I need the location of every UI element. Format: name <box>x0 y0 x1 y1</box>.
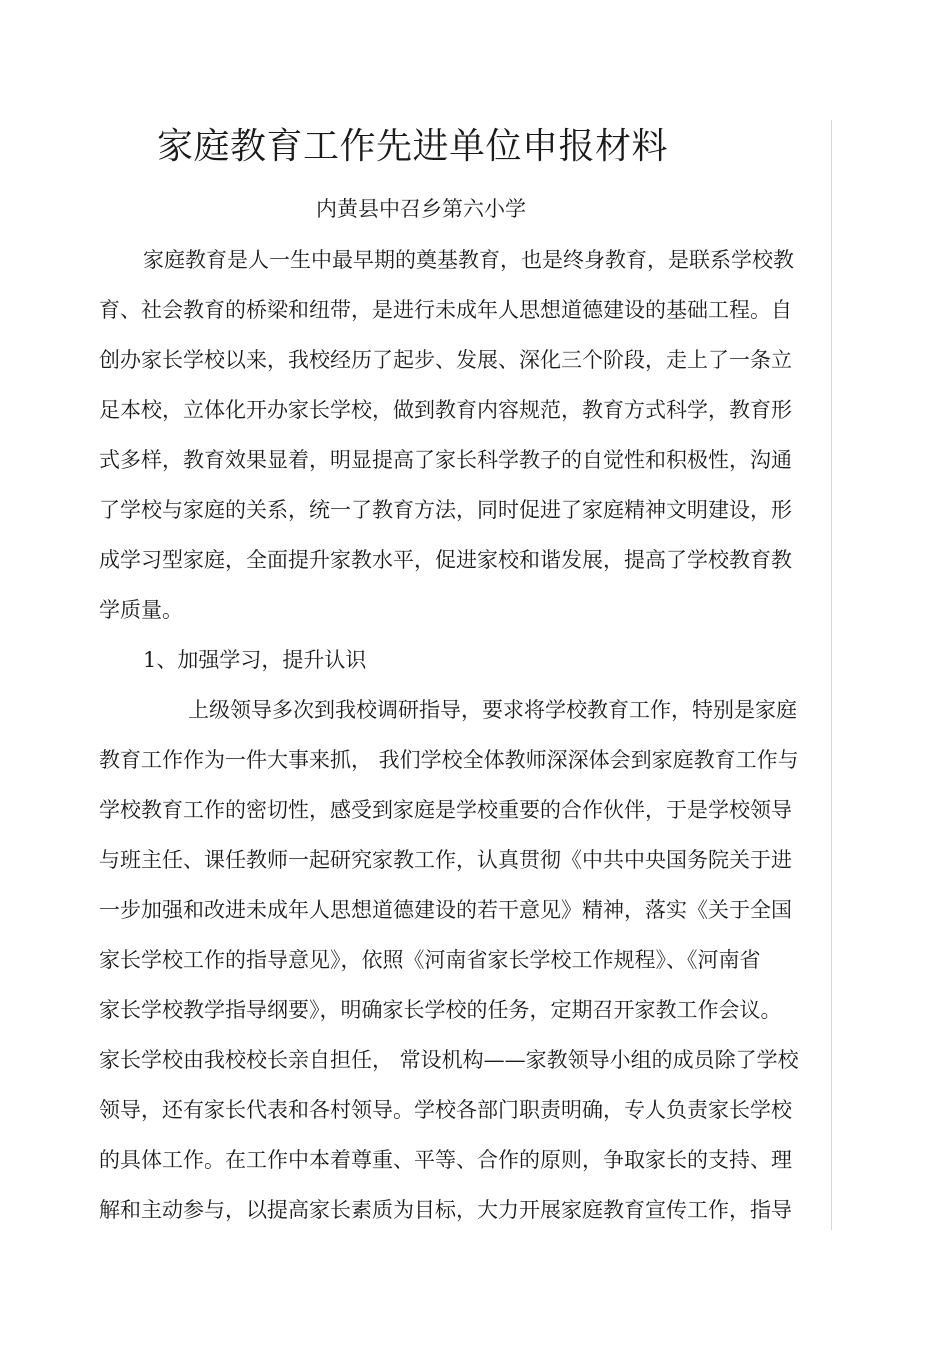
body-line: 教育工作作为一件大事来抓， 我们学校全体教师深深体会到家庭教育工作与 <box>99 748 799 772</box>
body-line: 育、社会教育的桥梁和纽带，是进行未成年人思想道德建设的基础工程。自 <box>99 298 792 322</box>
body-line: 家庭教育是人一生中最早期的奠基教育，也是终身教育，是联系学校教 <box>143 248 794 272</box>
body-line: 式多样，教育效果显着，明显提高了家长科学教子的自觉性和积极性，沟通 <box>99 448 792 472</box>
body-line: 学质量。 <box>99 598 183 622</box>
body-line: 与班主任、课任教师一起研究家教工作，认真贯彻《中共中央国务院关于进 <box>99 848 792 872</box>
body-line: 创办家长学校以来，我校经历了起步、发展、深化三个阶段，走上了一条立 <box>99 348 792 372</box>
body-line: 家长学校由我校校长亲自担任， 常设机构——家教领导小组的成员除了学校 <box>99 1048 799 1072</box>
body-line: 的具体工作。在工作中本着尊重、平等、合作的原则，争取家长的支持、理 <box>99 1148 792 1172</box>
document-title: 家庭教育工作先进单位申报材料 <box>157 126 669 167</box>
body-line: 成学习型家庭，全面提升家教水平，促进家校和谐发展，提高了学校教育教 <box>99 548 792 572</box>
body-line: 足本校，立体化开办家长学校，做到教育内容规范，教育方式科学，教育形 <box>99 398 792 422</box>
body-line: 了学校与家庭的关系，统一了教育方法，同时促进了家庭精神文明建设，形 <box>99 498 792 522</box>
section-heading: 1、加强学习，提升认识 <box>143 648 367 672</box>
body-line: 家长学校教学指导纲要》，明确家长学校的任务，定期召开家教工作会议。 <box>99 998 782 1022</box>
body-line: 领导，还有家长代表和各村领导。学校各部门职责明确，专人负责家长学校 <box>99 1098 792 1122</box>
body-line: 解和主动参与，以提高家长素质为目标，大力开展家庭教育宣传工作，指导 <box>99 1198 792 1222</box>
body-line: 家长学校工作的指导意见》，依照《河南省家长学校工作规程》、《河南省 <box>99 948 761 972</box>
body-line: 学校教育工作的密切性，感受到家庭是学校重要的合作伙伴，于是学校领导 <box>99 798 792 822</box>
document-subtitle: 内黄县中召乡第六小学 <box>316 197 526 221</box>
page-margin-rule <box>831 120 832 1230</box>
body-line: 上级领导多次到我校调研指导，要求将学校教育工作，特别是家庭 <box>188 698 797 722</box>
body-line: 一步加强和改进未成年人思想道德建设的若干意见》精神，落实《关于全国 <box>99 898 792 922</box>
